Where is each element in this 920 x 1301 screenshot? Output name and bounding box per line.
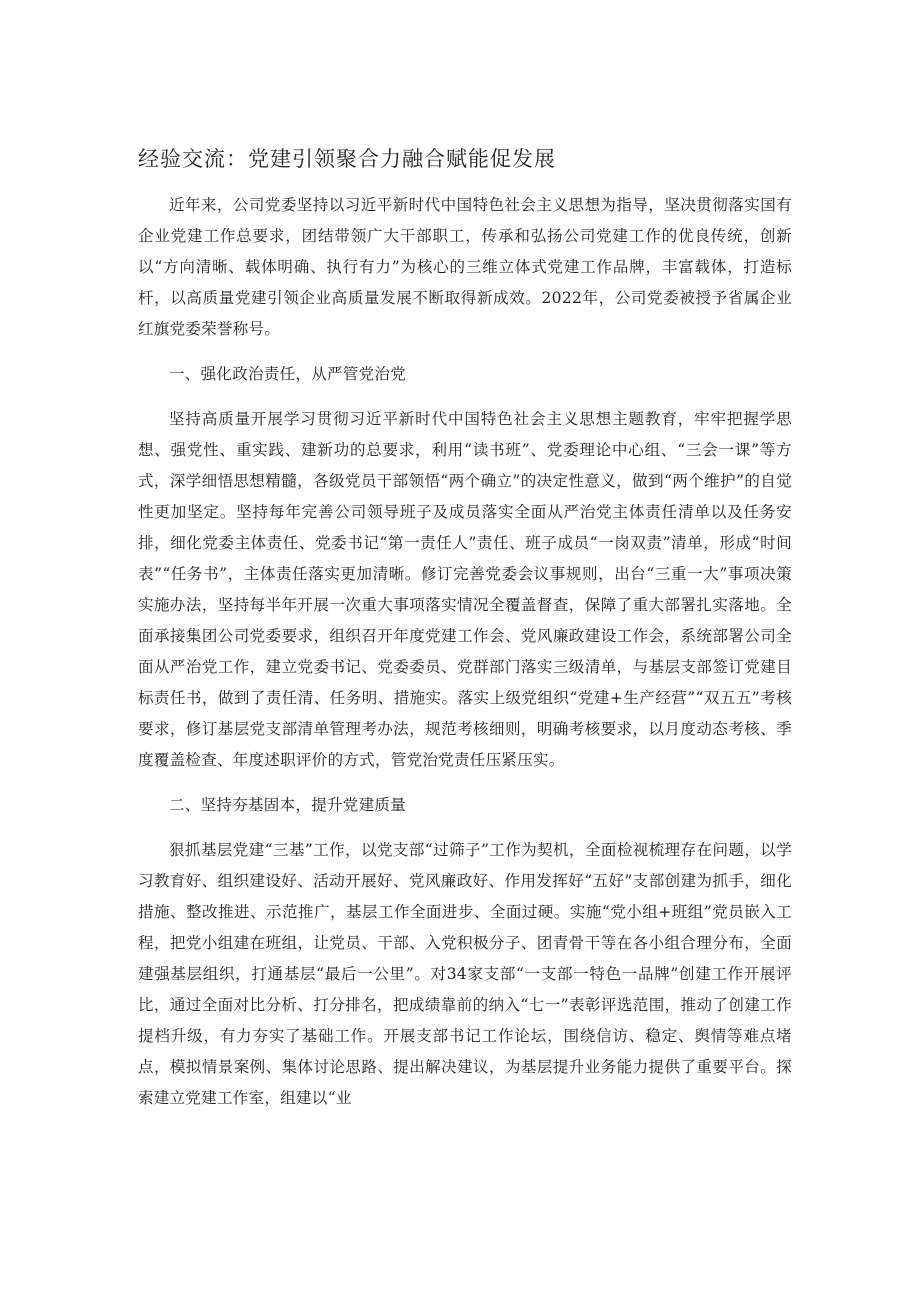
section-heading-2: 二、坚持夯基固本，提升党建质量 — [169, 796, 407, 814]
section-body-2: 狠抓基层党建“三基”工作，以党支部“过筛子”工作为契机，全面检视梳理存在问题，以学习教育好、组织建设好、活动开展好、党风廉政好、作用发挥好“五好”支部创建为抓手，细化措施、整改推进、示范推广，基层工作全面进步、全面过硬。实施“党小组+班组”党员嵌入工程，把党小组建在班组，让党员、干部、入党积极分子、团青骨干等在各小组合理分布，全面建强基层组织，打通基层“最后一公里”。对34家支部“一支部一特色一品牌”创建工作开展评比，通过全面对比分析、打分排名，把成绩靠前的纳入“七一”表彰评选范围，推动了创建工作提档升级，有力夯实了基础工作。开展支部书记工作论坛，围绕信访、稳定、舆情等难点堵点，模拟情景案例、集体讨论思路、提出解决建议，为基层提升业务能力提供了重要平台。探索建立党建工作室，组建以“业 — [138, 841, 792, 1107]
document-title: 经验交流：党建引领聚合力融合赋能促发展 — [138, 147, 556, 171]
section-body-1: 坚持高质量开展学习贯彻习近平新时代中国特色社会主义思想主题教育，牢牢把握学思想、强党性、重实践、建新功的总要求，利用“读书班”、党委理论中心组、“三会一课”等方式，深学细悟思想精髓，各级党员干部领悟“两个确立”的决定性意义，做到“两个维护”的自觉性更加坚定。坚持每年完善公司领导班子及成员落实全面从严治党主体责任清单以及任务安排，细化党委主体责任、党委书记“第一责任人”责任、班子成员“一岗双责”清单，形成“时间表”“任务书”，主体责任落实更加清晰。修订完善党委会议事规则，出台“三重一大”事项决策实施办法，坚持每半年开展一次重大事项落实情况全覆盖督查，保障了重大部署扎实落地。全面承接集团公司党委要求，组织召开年度党建工作会、党风廉政建设工作会，系统部署公司全面从严治党工作，建立党委书记、党委委员、党群部门落实三级清单，与基层支部签订党建目标责任书，做到了责任清、任务明、措施实。落实上级党组织“党建+生产经营”“双五五”考核要求，修订基层党支部清单管理考办法，规范考核细则，明确考核要求，以月度动态考核、季度覆盖检查、年度述职评价的方式，管党治党责任压紧压实。 — [138, 410, 792, 769]
section-heading-1: 一、强化政治责任，从严管党治党 — [169, 365, 407, 383]
intro-paragraph: 近年来，公司党委坚持以习近平新时代中国特色社会主义思想为指导，坚决贯彻落实国有企业党建工作总要求，团结带领广大干部职工，传承和弘扬公司党建工作的优良传统，创新以“方向清晰、载体明确、执行有力”为核心的三维立体式党建工作品牌，丰富载体，打造标杆，以高质量党建引领企业高质量发展不断取得新成效。2022年，公司党委被授予省属企业红旗党委荣誉称号。 — [138, 196, 792, 338]
